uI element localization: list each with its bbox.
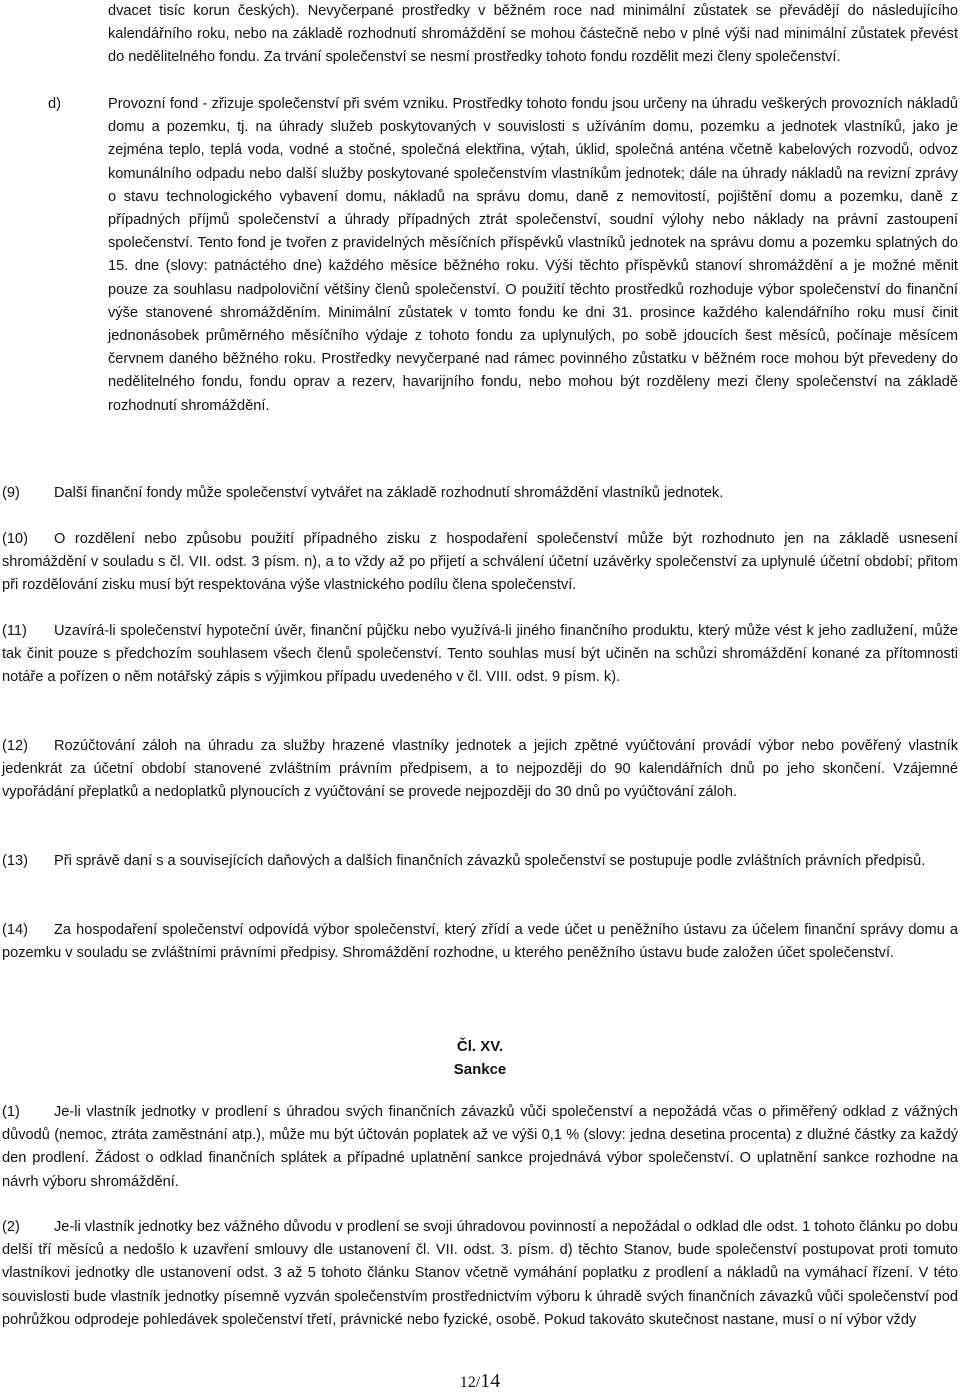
paragraph-10 — [2, 528, 958, 598]
paragraph-number: (11) — [2, 623, 27, 639]
paragraph-text: Rozúčtování záloh na úhradu za služby hrazené vlastníky jednotek a jejich zpětné vyúčtování provádí výbor nebo pověřený vlastník jedenkrát za účetní období stanovené zvláštním právním předpisem, a to nejpozději do 90 kalendářních dnů po jeho skončení. Vzájemné vypořádání přeplatků a nedoplatků plynoucích z vyúčtování se provede nejpozději do 30 dnů po vyúčtování záloh. — [2, 738, 958, 801]
total-pages: 14 — [480, 1370, 501, 1392]
paragraph-text: O rozdělení nebo způsobu použití případného zisku z hospodaření společenství může být rozhodnuto jen na základě usnesení shromáždění v souladu s čl. VII. odst. 3 písm. n), a to vždy až po přijetí a schválení účetní uzávěrky společenství za uplynulé účetní období; přitom při rozdělování zisku musí být respektována výše vlastnického podílu člena společenství. — [2, 531, 958, 594]
paragraph-number: (14) — [2, 922, 28, 938]
paragraph-9 — [2, 482, 958, 505]
paragraph-number: (13) — [2, 853, 28, 869]
paragraph-text: Uzavírá-li společenství hypoteční úvěr, finanční půjčku nebo využívá-li jiného finančního produktu, který může vést k jeho zadlužení, může tak činit pouze s předchozím souhlasem všech členů společenství. Tento souhlas musí být učiněn na schůzi shromáždění konané za přítomnosti notáře a pořízen o něm notářský zápis s výjimkou případu uvedeného v čl. VIII. odst. 9 písm. k). — [2, 623, 958, 686]
paragraph-number: (9) — [2, 485, 20, 501]
item-d-marker: d) — [48, 96, 61, 112]
page-number-footer — [0, 1370, 960, 1394]
fund-continuation-text: dvacet tisíc korun českých). Nevyčerpané prostředky v běžném roce nad minimální zůstatek se převádějí do následujícího kalendářního roku, nebo na základě rozhodnutí shromáždění se mohou částečně nebo v plné výši nad minimální zůstatek převést do nedělitelného fondu. Za trvání společenství se nesmí prostředky tohoto fondu rozdělit mezi členy společenství. — [108, 3, 958, 66]
sanction-paragraph-2 — [2, 1216, 958, 1332]
current-page: 12 — [459, 1374, 476, 1391]
paragraph-12 — [2, 735, 958, 805]
item-d-text: Provozní fond - zřizuje společenství při svém vzniku. Prostředky tohoto fondu jsou určeny na úhradu veškerých provozních nákladů domu a pozemku, tj. na úhrady služeb poskytovaných v souvislosti s užíváním domu, pozemku a jednotek vlastníků, jako je zejména teplo, teplá voda, vodné a stočné, společná elektřina, výtah, úklid, společná anténa včetně kabelových rozvodů, odvoz komunálního odpadu nebo další služby poskytované společenstvím vlastníkům jednotek; dále na úhrady nákladů na revizní zprávy o stavu technologického vybavení domu, nákladů na správu domu, daně z nemovitostí, pojištění domu a pozemku, daně z případných příjmů společenství a úhrady případných ztrát společenství, soudní výlohy nebo náklady na právní zastoupení společenství. Tento fond je tvořen z pravidelných měsíčních příspěvků vlastníků jednotek na správu domu a pozemku splatných do 15. dne (slovy: patnáctého dne) každého měsíce běžného roku. Výši těchto příspěvků stanoví shromáždění a je možné měnit pouze za souhlasu nadpoloviční většiny členů společenství. O použití těchto prostředků rozhoduje výbor společenství do finanční výše stanovené shromážděním. Minimální zůstatek v tomto fondu ke dni 31. prosince každého kalendářního roku musí činit jednonásobek průměrného měsíčního výdaje z tohoto fondu za uplynulých, po sobě jdoucích šest měsíců, počínaje měsícem červnem daného běžného roku. Prostředky nevyčerpané nad rámec povinného zůstatku v běžném roce mohou být převedeny do nedělitelného fondu, fondu oprav a rezerv, havarijního fondu, nebo mohou být rozděleny mezi členy společenství na základě rozhodnutí shromáždění. — [108, 96, 958, 414]
paragraph-text: Za hospodaření společenství odpovídá výbor společenství, který zřídí a vede účet u peněžního ústavu za účelem finanční správy domu a pozemku v souladu se zvláštními právními předpisy. Shromáždění rozhodne, u kterého peněžního ústavu bude založen účet společenství. — [2, 922, 958, 962]
paragraph-number: (10) — [2, 531, 28, 547]
paragraph-11 — [2, 620, 958, 690]
paragraph-13 — [2, 850, 958, 873]
paragraph-number: (2) — [2, 1219, 20, 1235]
paragraph-14 — [2, 919, 958, 965]
paragraph-text: Je-li vlastník jednotky v prodlení s úhradou svých finančních závazků vůči společenství a nepožádá včas o přiměřený odklad z vážných důvodů (nemoc, ztráta zaměstnání atp.), může mu být účtován poplatek až ve výši 0,1 % (slovy: jedna desetina procenta) z dlužné částky za každý den prodlení. Žádost o odklad finančních splátek a případné uplatnění sankce projednává výbor společenství. O uplatnění sankce rozhodne na návrh výboru shromáždění. — [2, 1104, 958, 1190]
paragraph-number: (1) — [2, 1104, 20, 1120]
sanction-paragraph-1 — [2, 1101, 958, 1194]
paragraph-text: Je-li vlastník jednotky bez vážného důvodu v prodlení se svoji úhradovou povinností a nepožádal o odklad dle odst. 1 tohoto článku po dobu delší tří měsíců a nedošlo k uzavření smlouvy dle ustanovení čl. VII. odst. 3. písm. d) těchto Stanov, bude společenství postupovat proti tomuto vlastníkovi jednotky dle ustanovení odst. 3 až 5 tohoto článku Stanov včetně vymáhání poplatku z prodlení a nákladů na vymáhací řízení. V této souvislosti bude vlastník jednotky písemně vyzván společenstvím prostřednictvím výboru k úhradě svých finančních závazků vůči společenství pod pohrůžkou odprodeje pohledávek společenství třetí, právnické nebo fyzické, osobě. Pokud takováto skutečnost nastane, musí o ní výbor vždy — [2, 1219, 958, 1328]
paragraph-text: Další finanční fondy může společenství vytvářet na základě rozhodnutí shromáždění vlastníků jednotek. — [54, 485, 724, 501]
article-title: Sankce — [453, 1061, 507, 1078]
article-number: Čl. XV. — [456, 1038, 504, 1055]
paragraph-number: (12) — [2, 738, 28, 754]
paragraph-text: Při správě daní s a souvisejících daňových a dalších finančních závazků společenství se postupuje podle zvláštních právních předpisů. — [54, 853, 926, 869]
page-separator: / — [475, 1374, 481, 1391]
